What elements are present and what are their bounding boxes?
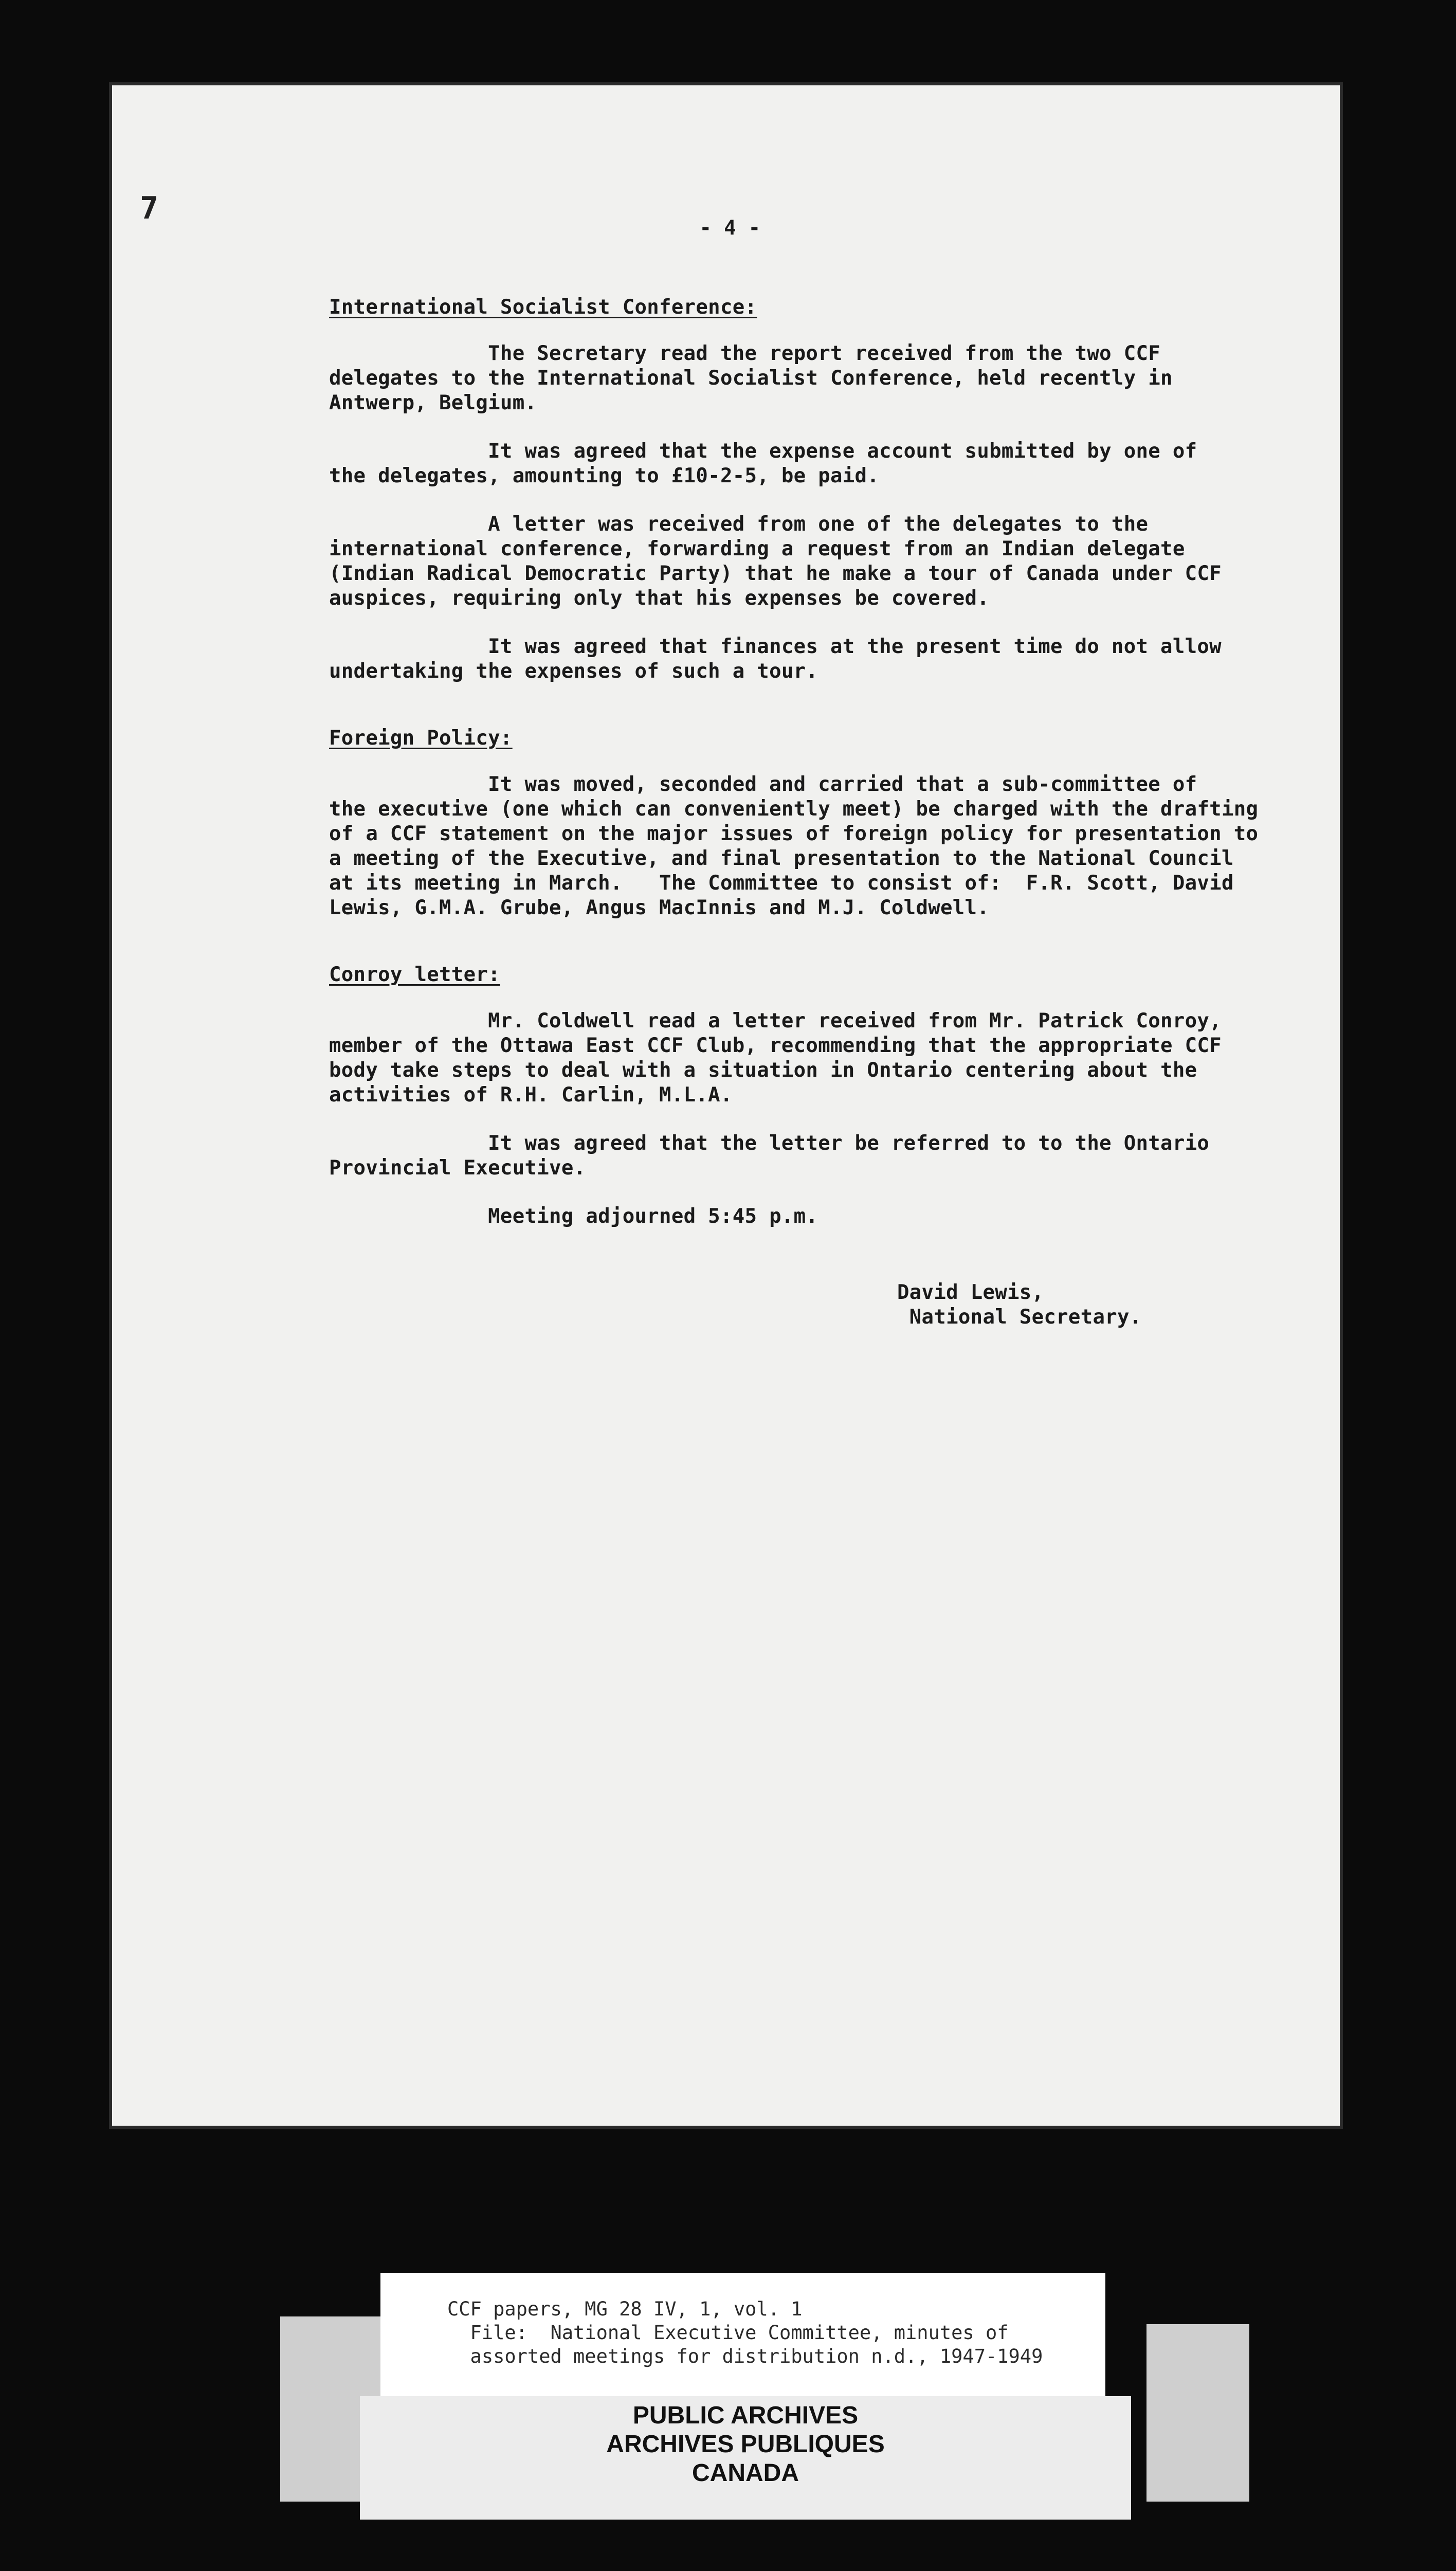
adjournment-note: Meeting adjourned 5:45 p.m. (329, 1205, 818, 1228)
paragraph: It was agreed that finances at the present time do not allow undertaking the expenses of such a tour. (329, 635, 1222, 683)
page-number: - 4 - (699, 216, 761, 240)
section-heading: Conroy letter: (329, 963, 500, 986)
section-conroy-letter (329, 944, 1254, 1181)
section-foreign-policy (329, 708, 1259, 920)
paragraph: The Secretary read the report received from the two CCF delegates to the International Socialist Conference, held recently in Antwerp, Belgium. (329, 342, 1173, 414)
archive-stamp (360, 2401, 1131, 2488)
section-international-socialist-conference (329, 277, 1254, 684)
file-label-text: CCF papers, MG 28 IV, 1, vol. 1 File: National Executive Committee, minutes of assorted meetings for distribution n.d., 1947-1949 (447, 2298, 1043, 2367)
paragraph: Mr. Coldwell read a letter received from Mr. Patrick Conroy, member of the Ottawa East CCF Club, recommending that the appropriate CCF body take steps to deal with a situation in Ontario centering about the activities of R.H. Carlin, M.L.A. (329, 1009, 1222, 1107)
paragraph: It was agreed that the letter be referred to to the Ontario Provincial Executive. (329, 1132, 1210, 1180)
paragraph: It was agreed that the expense account submitted by one of the delegates, amounting to £10-2-5, be paid. (329, 440, 1197, 487)
section-heading: International Socialist Conference: (329, 296, 757, 319)
archive-stamp-line: PUBLIC ARCHIVES (632, 2402, 859, 2429)
paragraph: It was moved, seconded and carried that a sub-committee of the executive (one which can conveniently meet) be charged with the drafting of a CCF statement on the major issues of foreign policy for presentation to a meeting of the Executive, and final presentation to the National Council at its meeting in March. The Committee to consist of: F.R. Scott, David Lewis, G.M.A. Grube, Angus MacInnis and M.J. Coldwell. (329, 773, 1259, 919)
paragraph: A letter was received from one of the delegates to the international conference, forwarding a request from an Indian delegate (Indian Radical Democratic Party) that he make a tour of Canada under CCF auspices, requiring only that his expenses be covered. (329, 513, 1222, 610)
section-heading: Foreign Policy: (329, 727, 513, 750)
archive-stamp-line: CANADA (692, 2459, 799, 2487)
document-body (329, 216, 1259, 1330)
margin-mark: 7 (140, 190, 159, 226)
signature-block: David Lewis, National Secretary. (897, 1281, 1142, 1329)
archive-stamp-line: ARCHIVES PUBLIQUES (606, 2431, 885, 2458)
label-backing-right (1146, 2324, 1249, 2502)
